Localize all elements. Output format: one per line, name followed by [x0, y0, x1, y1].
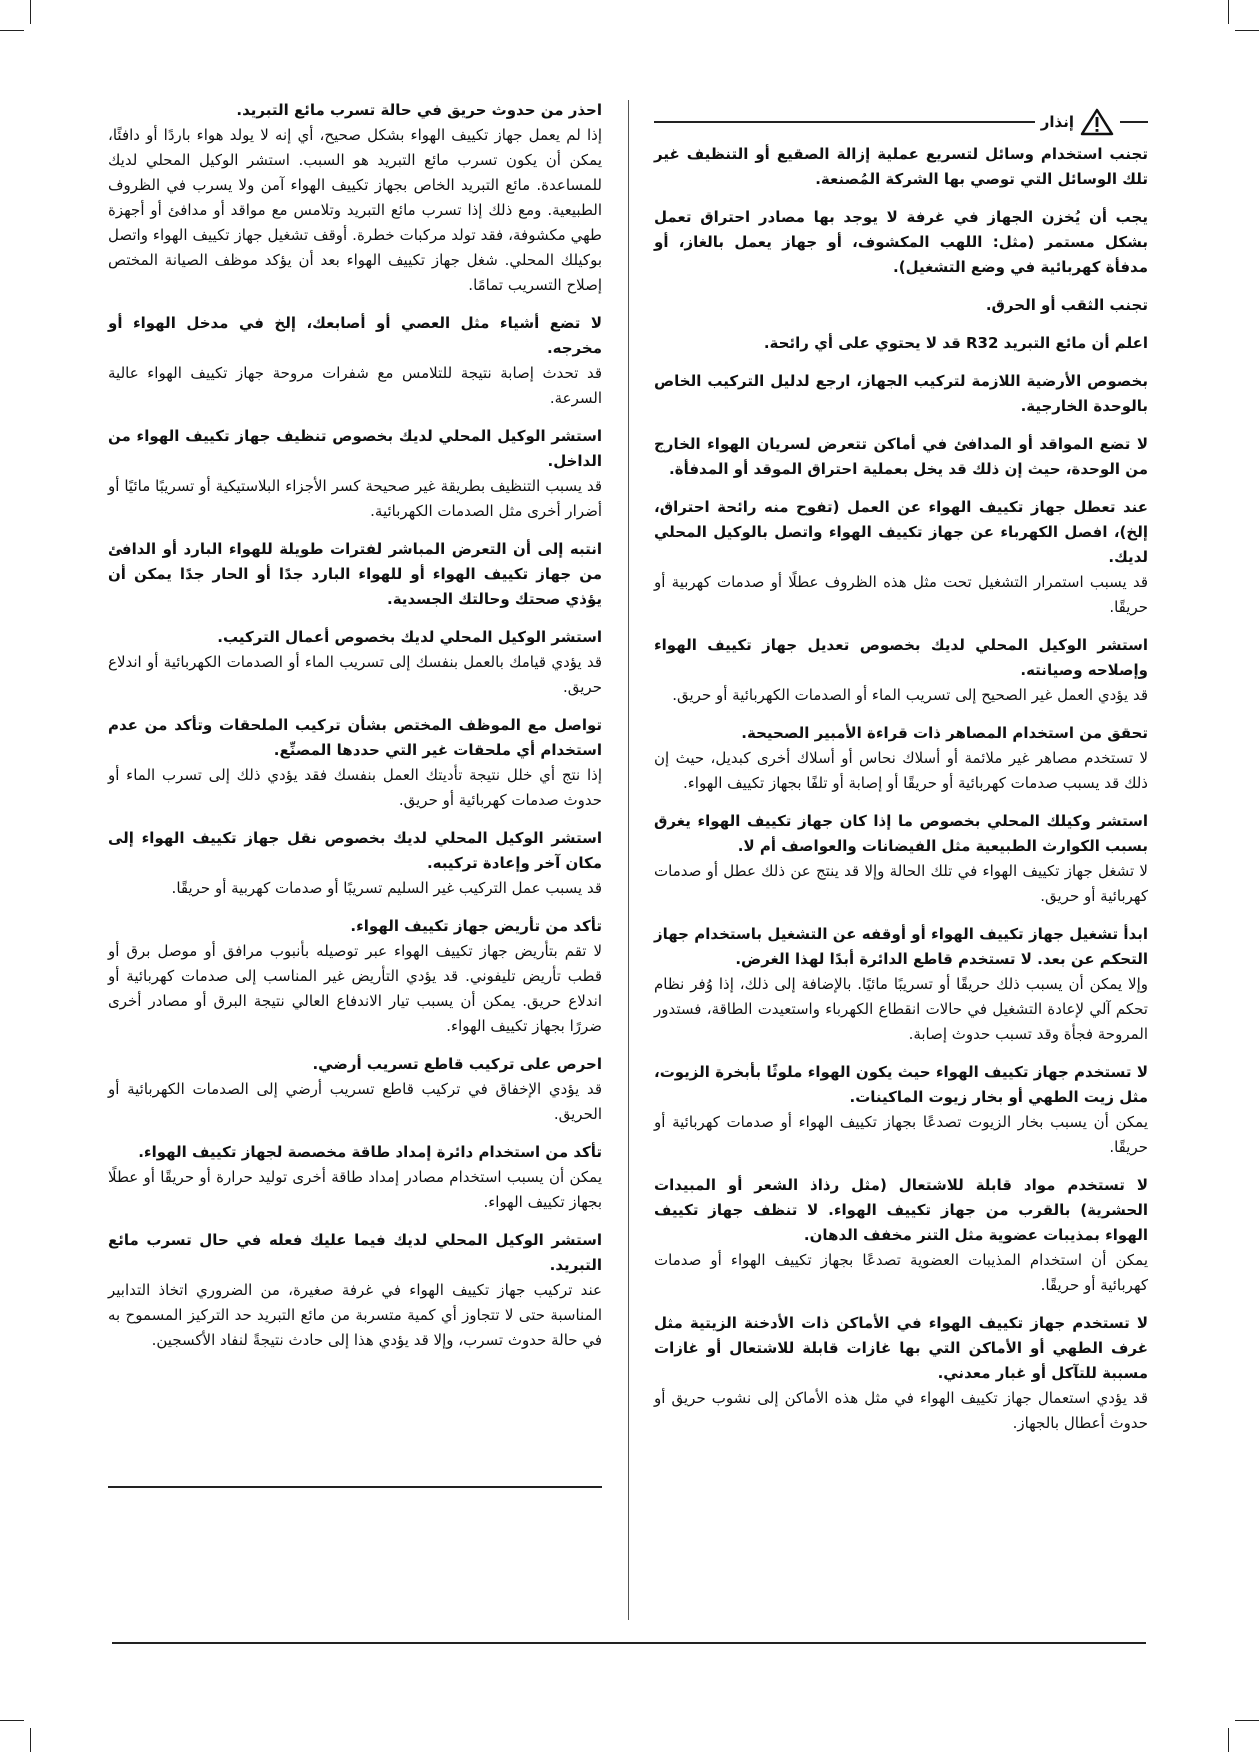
section-heading: اعلم أن مائع التبريد R32 قد لا يحتوي على أي رائحة. [763, 334, 1148, 352]
section-body: قد يؤدي استعمال جهاز تكييف الهواء في مثل هذه الأماكن إلى نشوب حريق أو حدوث أعطال بالجهاز. [654, 1389, 1148, 1432]
section-body: لا تستخدم مصاهر غير ملائمة أو أسلاك نحاس أو أسلاك أخرى كبديل، حيث إن ذلك قد يسبب صدمات كهربائية أو حريقًا أو إصابة أو تلفًا بجهاز تكييف الهواء. [654, 749, 1148, 792]
warning-header [654, 108, 1148, 136]
section-heading: استشر الوكيل المحلي لديك بخصوص أعمال التركيب. [217, 628, 602, 646]
crop-mark [1235, 1720, 1259, 1721]
section-heading: تأكد من تأريض جهاز تكييف الهواء. [350, 917, 602, 935]
right-column [654, 108, 1148, 1449]
section-body: قد يؤدي قيامك بالعمل بنفسك إلى تسريب الماء أو الصدمات الكهربائية أو اندلاع حريق. [108, 653, 602, 696]
crop-mark [30, 1728, 31, 1752]
warning-section [108, 537, 602, 612]
section-heading: انتبه إلى أن التعرض المباشر لفترات طويلة للهواء البارد أو الدافئ من جهاز تكييف الهواء أو للهواء البارد جدًا أو الحار جدًا يمكن أن يؤذي صحتك وحالتك الجسدية. [108, 540, 602, 608]
warning-section [654, 721, 1148, 796]
section-body: لا تشغل جهاز تكييف الهواء في تلك الحالة وإلا قد ينتج عن ذلك عطل أو صدمات كهربائية أو حريق. [654, 862, 1148, 905]
section-heading: تواصل مع الموظف المختص بشأن تركيب الملحقات وتأكد من عدم استخدام أي ملحقات غير التي حددها المصنِّع. [108, 716, 602, 759]
warning-section [654, 331, 1148, 356]
section-heading: ابدأ تشغيل جهاز تكييف الهواء أو أوقفه عن التشغيل باستخدام جهاز التحكم عن بعد. لا تستخدم قاطع الدائرة أبدًا لهذا الغرض. [654, 925, 1148, 968]
warning-section [108, 311, 602, 411]
left-column [108, 98, 602, 1366]
section-heading: استشر الوكيل المحلي لديك بخصوص تعديل جهاز تكييف الهواء وإصلاحه وصيانته. [654, 636, 1148, 679]
section-heading: استشر الوكيل المحلي لديك فيما عليك فعله في حال تسرب مائع التبريد. [108, 1231, 602, 1274]
section-heading: عند تعطل جهاز تكييف الهواء عن العمل (تفوح منه رائحة احتراق، إلخ)، افصل الكهرباء عن جهاز تكييف الهواء واتصل بالوكيل المحلي لديك. [654, 498, 1148, 566]
section-body: قد يسبب عمل التركيب غير السليم تسريبًا أو صدمات كهربية أو حريقًا. [171, 879, 602, 897]
warning-section [654, 495, 1148, 620]
section-body: قد يسبب استمرار التشغيل تحت مثل هذه الظروف عطلًا أو صدمات كهربية أو حريقًا. [654, 573, 1148, 616]
section-heading: تجنب استخدام وسائل لتسريع عملية إزالة الصقيع أو التنظيف غير تلك الوسائل التي توصي بها الشركة المُصنعة. [654, 145, 1148, 188]
section-heading: استشر الوكيل المحلي لديك بخصوص نقل جهاز تكييف الهواء إلى مكان آخر وإعادة تركيبه. [108, 829, 602, 872]
warning-section [108, 713, 602, 813]
warning-section [654, 1311, 1148, 1436]
warning-section [654, 369, 1148, 419]
section-heading: استشر الوكيل المحلي لديك بخصوص تنظيف جهاز تكييف الهواء من الداخل. [108, 427, 602, 470]
section-body: قد يؤدي العمل غير الصحيح إلى تسريب الماء أو الصدمات الكهربائية أو حريق. [672, 686, 1148, 704]
right-sections [654, 142, 1148, 1436]
section-heading: احرص على تركيب قاطع تسريب أرضي. [312, 1055, 602, 1073]
section-heading: يجب أن يُخزن الجهاز في غرفة لا يوجد بها مصادر احتراق تعمل بشكل مستمر (مثل: اللهب المكشوف، أو جهاز يعمل بالغاز، أو مدفأة كهربائية في وضع التشغيل). [654, 208, 1148, 276]
warning-section [654, 142, 1148, 192]
warning-section [108, 424, 602, 524]
section-body: قد يؤدي الإخفاق في تركيب قاطع تسريب أرضي إلى الصدمات الكهربائية أو الحريق. [108, 1080, 602, 1123]
warning-section [654, 1060, 1148, 1160]
warning-section [654, 633, 1148, 708]
crop-mark [0, 1720, 24, 1721]
page-bottom-rule [112, 1642, 1146, 1644]
warning-section [654, 809, 1148, 909]
warning-section [654, 922, 1148, 1047]
crop-mark [1228, 1728, 1229, 1752]
warning-section [654, 293, 1148, 318]
section-heading: بخصوص الأرضية اللازمة لتركيب الجهاز، ارجع لدليل التركيب الخاص بالوحدة الخارجية. [654, 372, 1148, 415]
warning-triangle-icon [1080, 108, 1114, 136]
warning-section [654, 205, 1148, 280]
section-heading: لا تستخدم مواد قابلة للاشتعال (مثل رذاذ الشعر أو المبيدات الحشرية) بالقرب من جهاز تكييف الهواء. لا تنظف جهاز تكييف الهواء بمذيبات عضوية مثل التنر مخفف الدهان. [654, 1176, 1148, 1244]
section-body: لا تقم بتأريض جهاز تكييف الهواء عبر توصيله بأنبوب مرافق أو موصل برق أو قطب تأريض تليفوني. قد يؤدي التأريض غير المناسب إلى صدمات كهربائية أو اندلاع حريق. يمكن أن يسبب تيار الاندفاع العالي نتيجة البرق أو مصادر أخرى ضررًا بجهاز تكييف الهواء. [108, 942, 602, 1035]
warning-rule-start [1120, 121, 1148, 123]
section-body: عند تركيب جهاز تكييف الهواء في غرفة صغيرة، من الضروري اتخاذ التدابير المناسبة حتى لا تتجاوز أي كمية متسربة من مائع التبريد حد التركيز المسموح به في حالة حدوث تسرب، وإلا قد يؤدي هذا إلى حادث نتيجةً لنفاد الأكسجين. [108, 1281, 602, 1349]
crop-mark [0, 30, 24, 31]
column-divider [628, 100, 629, 1620]
section-body: يمكن أن يسبب استخدام مصادر إمداد طاقة أخرى توليد حرارة أو حريقًا أو عطلًا بجهاز تكييف الهواء. [108, 1168, 602, 1211]
section-body: يمكن أن يسبب بخار الزيوت تصدعًا بجهاز تكييف الهواء أو صدمات كهربائية أو حريقًا. [654, 1113, 1148, 1156]
warning-section [108, 1052, 602, 1127]
section-body: إذا لم يعمل جهاز تكييف الهواء بشكل صحيح، أي إنه لا يولد هواء باردًا أو دافئًا، يمكن أن يكون تسرب مائع التبريد هو السبب. استشر الوكيل المحلي لديك للمساعدة. مائع التبريد الخاص بجهاز تكييف الهواء آمن ولا يسرب في الظروف الطبيعية. ومع ذلك إذا تسرب مائع التبريد وتلامس مع مواقد أو مدافئ أو أجهزة طهي مكشوفة، فقد تولد مركبات خطرة. أوقف تشغيل جهاز تكييف الهواء واتصل بوكيلك المحلي. شغل جهاز تكييف الهواء بعد أن يؤكد موظف الصيانة المختص إصلاح التسريب تمامًا. [108, 126, 602, 294]
crop-mark [30, 0, 31, 24]
warning-section [108, 1228, 602, 1353]
section-heading: تجنب الثقب أو الحرق. [985, 296, 1148, 314]
section-heading: تحقق من استخدام المصاهر ذات قراءة الأمبير الصحيحة. [741, 724, 1148, 742]
section-heading: لا تستخدم جهاز تكييف الهواء في الأماكن ذات الأدخنة الزيتية مثل غرف الطهي أو الأماكن التي بها غازات قابلة للاشتعال أو غازات مسببة للتآكل أو غبار معدني. [654, 1314, 1148, 1382]
warning-section [108, 625, 602, 700]
section-body: وإلا يمكن أن يسبب ذلك حريقًا أو تسريبًا مائيًا. بالإضافة إلى ذلك، إذا وُفر نظام تحكم آلي لإعادة التشغيل في حالات انقطاع الكهرباء واستعيدت الطاقة، فستدور المروحة فجأة وقد تسبب حدوث إصابة. [654, 975, 1148, 1043]
warning-section [108, 914, 602, 1039]
warning-rule [654, 121, 1035, 123]
section-body: إذا نتج أي خلل نتيجة تأديتك العمل بنفسك فقد يؤدي ذلك إلى تسرب الماء أو حدوث صدمات كهربائية أو حريق. [108, 766, 602, 809]
section-heading: لا تستخدم جهاز تكييف الهواء حيث يكون الهواء ملوثًا بأبخرة الزيوت، مثل زيت الطهي أو بخار زيوت الماكينات. [654, 1063, 1148, 1106]
crop-mark [1228, 0, 1229, 24]
warning-label: إنذار [1040, 113, 1074, 131]
section-heading: احذر من حدوث حريق في حالة تسرب مائع التبريد. [236, 101, 602, 119]
section-heading: استشر وكيلك المحلي بخصوص ما إذا كان جهاز تكييف الهواء يغرق بسبب الكوارث الطبيعية مثل الفيضانات والعواصف أم لا. [654, 812, 1148, 855]
section-body: قد تحدث إصابة نتيجة للتلامس مع شفرات مروحة جهاز تكييف الهواء عالية السرعة. [108, 364, 602, 407]
crop-mark [1235, 30, 1259, 31]
warning-section [654, 1173, 1148, 1298]
warning-section [108, 826, 602, 901]
warning-section [108, 1140, 602, 1215]
warning-section [654, 432, 1148, 482]
section-heading: تأكد من استخدام دائرة إمداد طاقة مخصصة لجهاز تكييف الهواء. [138, 1143, 602, 1161]
section-body: قد يسبب التنظيف بطريقة غير صحيحة كسر الأجزاء البلاستيكية أو تسريبًا مائيًا أو أضرار أخرى مثل الصدمات الكهربائية. [108, 477, 602, 520]
section-body: يمكن أن استخدام المذيبات العضوية تصدعًا بجهاز تكييف الهواء أو صدمات كهربائية أو حريقًا. [654, 1251, 1148, 1294]
left-column-end-rule [108, 1486, 602, 1488]
warning-section [108, 98, 602, 298]
section-heading: لا تضع المواقد أو المدافئ في أماكن تتعرض لسريان الهواء الخارج من الوحدة، حيث إن ذلك قد يخل بعملية احتراق الموقد أو المدفأة. [654, 435, 1148, 478]
section-heading: لا تضع أشياء مثل العصي أو أصابعك، إلخ في مدخل الهواء أو مخرجه. [108, 314, 602, 357]
